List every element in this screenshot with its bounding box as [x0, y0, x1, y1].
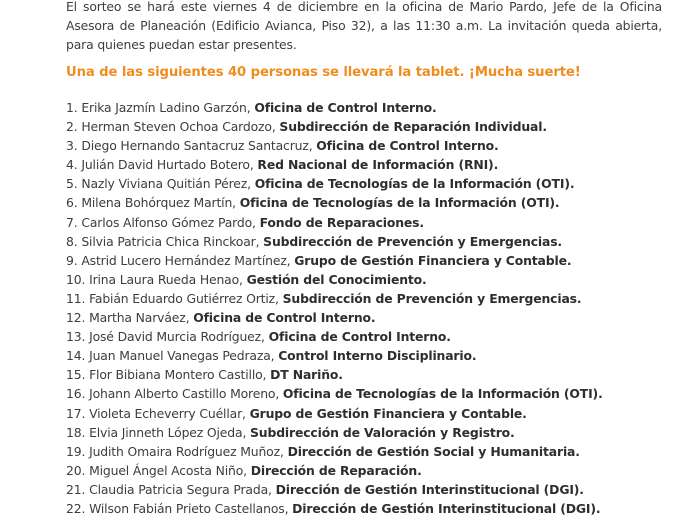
item-number: 4. [66, 157, 78, 173]
participant-name: Herman Steven Ochoa Cardozo, [81, 119, 276, 135]
participant-name: Flor Bibiana Montero Castillo, [89, 367, 267, 383]
item-number: 20. [66, 462, 86, 478]
participant-office: Dirección de Reparación. [250, 462, 422, 478]
participant-name: Claudia Patricia Segura Prada, [89, 481, 272, 497]
participant-name: Wilson Fabián Prieto Castellanos, [89, 500, 289, 516]
item-number: 7. [66, 214, 78, 230]
list-item [66, 404, 603, 423]
item-number: 17. [66, 405, 86, 421]
participant-office: Oficina de Control Interno. [268, 329, 451, 345]
participant-name: Violeta Echeverry Cuéllar, [89, 405, 246, 421]
item-number: 8. [66, 233, 78, 249]
participant-office: DT Nariño. [270, 367, 343, 383]
participant-office: Gestión del Conocimiento. [246, 271, 427, 287]
item-number: 5. [66, 176, 78, 192]
participant-name: Milena Bohórquez Martín, [81, 195, 236, 211]
item-number: 2. [66, 119, 78, 135]
participant-office: Oficina de Control Interno. [254, 100, 437, 115]
participant-office: Fondo de Reparaciones. [259, 214, 424, 230]
list-item [66, 327, 603, 346]
item-number: 11. [66, 290, 86, 306]
item-number: 18. [66, 424, 86, 440]
participant-name: Carlos Alfonso Gómez Pardo, [81, 214, 256, 230]
item-number: 21. [66, 481, 86, 497]
participant-office: Control Interno Disciplinario. [278, 348, 477, 364]
lottery-headline: Una de las siguientes 40 personas se llevará la tablet. ¡Mucha suerte! [66, 65, 581, 80]
participant-name: Johann Alberto Castillo Moreno, [89, 386, 280, 402]
participant-name: Silvia Patricia Chica Rinckoar, [81, 233, 260, 249]
participant-name: Irina Laura Rueda Henao, [89, 271, 243, 287]
list-item [66, 499, 603, 518]
participant-name: Miguel Ángel Acosta Niño, [89, 462, 247, 478]
participant-name: Juan Manuel Vanegas Pedraza, [89, 348, 275, 364]
item-number: 3. [66, 138, 78, 154]
participant-name: Elvia Jinneth López Ojeda, [89, 424, 247, 440]
list-item [66, 270, 603, 289]
list-item [66, 251, 603, 270]
item-number: 1. [66, 100, 78, 115]
list-item [66, 442, 603, 461]
participant-office: Oficina de Control Interno. [193, 310, 376, 326]
participant-office: Subdirección de Reparación Individual. [279, 119, 547, 135]
participant-name: Judith Omaira Rodríguez Muñoz, [89, 443, 284, 459]
item-number: 19. [66, 443, 86, 459]
list-item [66, 155, 603, 174]
participant-office: Oficina de Tecnologías de la Información (OTI). [239, 195, 560, 211]
item-number: 10. [66, 271, 86, 287]
item-number: 15. [66, 367, 86, 383]
participant-name: José David Murcia Rodríguez, [89, 329, 265, 345]
list-item [66, 365, 603, 384]
item-number: 13. [66, 329, 86, 345]
participant-office: Subdirección de Prevención y Emergencias. [263, 233, 562, 249]
participant-list [66, 98, 603, 518]
item-number: 12. [66, 310, 86, 326]
item-number: 14. [66, 348, 86, 364]
participant-name: Julián David Hurtado Botero, [81, 157, 254, 173]
list-item [66, 461, 603, 480]
participant-office: Red Nacional de Información (RNI). [257, 157, 499, 173]
list-item [66, 213, 603, 232]
participant-name: Erika Jazmín Ladino Garzón, [81, 100, 251, 115]
list-item [66, 289, 603, 308]
participant-office: Subdirección de Valoración y Registro. [250, 424, 515, 440]
list-item [66, 423, 603, 442]
participant-office: Oficina de Control Interno. [316, 138, 499, 154]
participant-name: Nazly Viviana Quitián Pérez, [81, 176, 251, 192]
participant-office: Dirección de Gestión Interinstitucional (DGI). [275, 481, 584, 497]
list-item [66, 174, 603, 193]
participant-name: Fabián Eduardo Gutiérrez Ortiz, [89, 290, 279, 306]
participant-name: Martha Narváez, [89, 310, 190, 326]
participant-name: Diego Hernando Santacruz Santacruz, [81, 138, 313, 154]
participant-name: Astrid Lucero Hernández Martínez, [81, 252, 291, 268]
list-item [66, 232, 603, 251]
participant-office: Grupo de Gestión Financiera y Contable. [294, 252, 572, 268]
participant-office: Dirección de Gestión Social y Humanitaria. [287, 443, 580, 459]
list-item [66, 193, 603, 212]
participant-office: Dirección de Gestión Interinstitucional (DGI). [292, 500, 601, 516]
participant-office: Subdirección de Prevención y Emergencias. [282, 290, 582, 306]
item-number: 6. [66, 195, 78, 211]
participant-office: Oficina de Tecnologías de la Información (OTI). [254, 176, 575, 192]
list-item [66, 346, 603, 365]
list-item [66, 480, 603, 499]
list-item [66, 384, 603, 403]
participant-office: Grupo de Gestión Financiera y Contable. [249, 405, 527, 421]
item-number: 16. [66, 386, 86, 402]
list-item [66, 308, 603, 327]
participant-office: Oficina de Tecnologías de la Información (OTI). [282, 386, 603, 402]
list-item [66, 136, 603, 155]
item-number: 22. [66, 500, 86, 516]
list-item [66, 117, 603, 136]
item-number: 9. [66, 252, 78, 268]
list-item [66, 98, 603, 117]
intro-paragraph: El sorteo se hará este viernes 4 de diciembre en la oficina de Mario Pardo, Jefe de la Oficina Asesora de Planeación (Edificio Avianca, Piso 32), a las 11:30 a.m. La invitación queda abierta, para quienes puedan estar presentes. [66, 0, 662, 52]
